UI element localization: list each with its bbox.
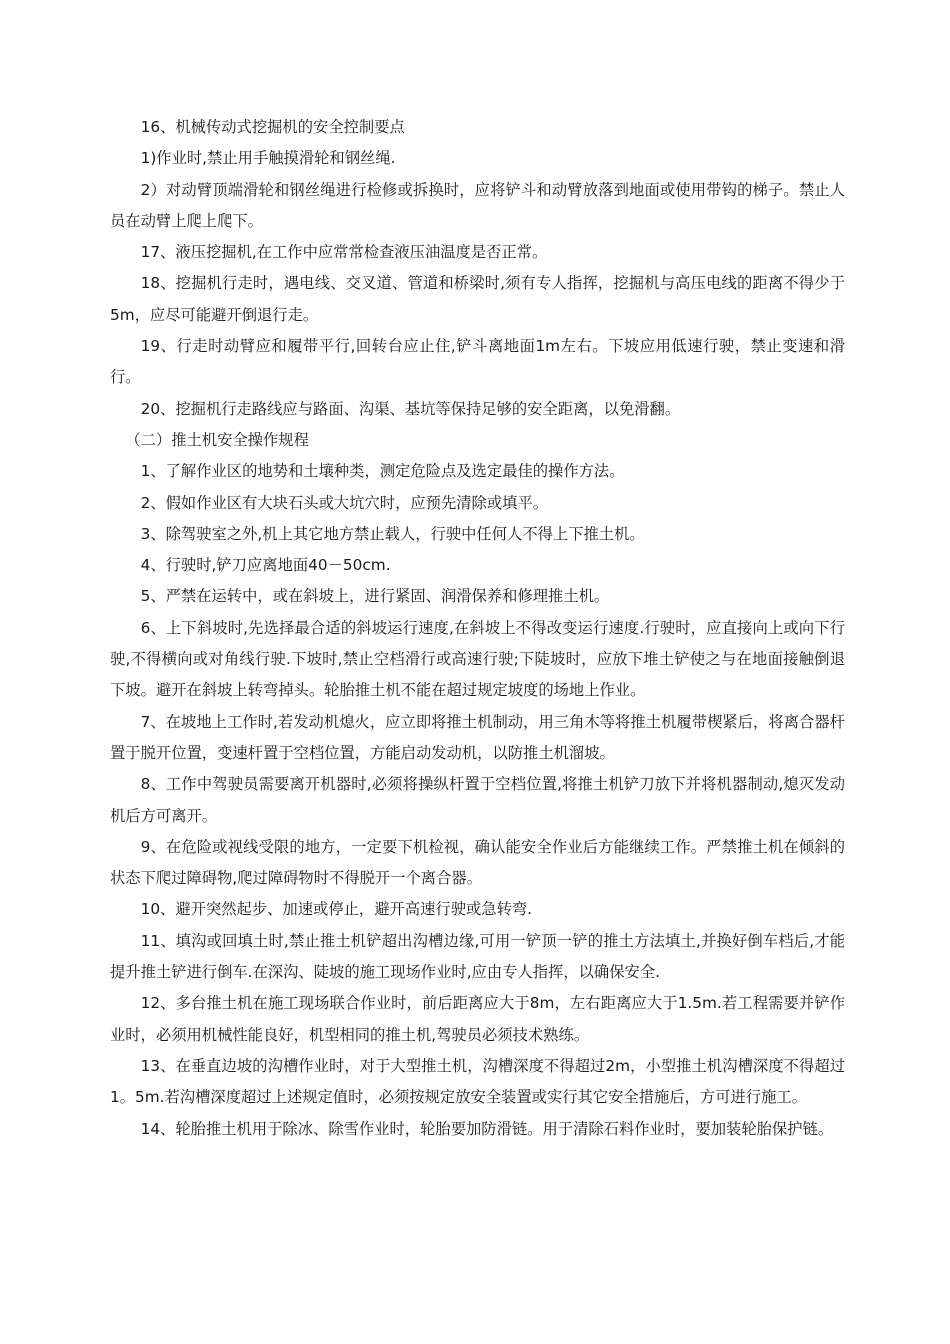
paragraph: 12、多台推土机在施工现场联合作业时，前后距离应大于8m，左右距离应大于1.5m.若工程需要并铲作业时，必须用机械性能良好，机型相同的推土机,驾驶员必须技术熟练。	[110, 994, 845, 1044]
paragraph: 5、严禁在运转中，或在斜坡上，进行紧固、润滑保养和修理推土机。	[140, 587, 610, 606]
paragraph: 1)作业时,禁止用手触摸滑轮和钢丝绳.	[140, 149, 396, 168]
paragraph: 6、上下斜坡时,先选择最合适的斜坡运行速度,在斜坡上不得改变运行速度.行驶时，应直接向上或向下行驶,不得横向或对角线行驶.下坡时,禁止空档滑行或高速行驶;下陡坡时，应放下堆土铲使之与在地面接触倒退下坡。避开在斜坡上转弯掉头。轮胎推土机不能在超过规定坡度的场地上作业。	[110, 618, 845, 700]
document-body	[110, 112, 845, 1145]
section-heading-bulldozer: （二）推土机安全操作规程	[125, 430, 309, 449]
paragraph: 7、在坡地上工作时,若发动机熄火，应立即将推土机制动，用三角木等将推土机履带楔紧后，将离合器杆置于脱开位置，变速杆置于空档位置，方能启动发动机，以防推土机溜坡。	[110, 712, 845, 762]
paragraph: 17、液压挖掘机,在工作中应常常检查液压油温度是否正常。	[140, 243, 548, 262]
paragraph: 20、挖掘机行走路线应与路面、沟渠、基坑等保持足够的安全距离，以免滑翻。	[140, 399, 681, 418]
paragraph: 8、工作中驾驶员需要离开机器时,必须将操纵杆置于空档位置,将推土机铲刀放下并将机器制动,熄灭发动机后方可离开。	[110, 775, 845, 825]
paragraph: 1、了解作业区的地势和土壤种类，测定危险点及选定最佳的操作方法。	[140, 462, 625, 481]
paragraph: 13、在垂直边坡的沟槽作业时，对于大型推土机，沟槽深度不得超过2m，小型推土机沟槽深度不得超过1。5m.若沟槽深度超过上述规定值时，必须按规定放安全装置或实行其它安全措施后，方可进行施工。	[110, 1056, 845, 1107]
paragraph: 10、避开突然起步、加速或停止，避开高速行驶或急转弯.	[140, 900, 533, 919]
paragraph: 2、假如作业区有大块石头或大坑穴时，应预先清除或填平。	[140, 493, 549, 512]
paragraph: 19、行走时动臂应和履带平行,回转台应止住,铲斗离地面1m左右。下坡应用低速行驶，禁止变速和滑行。	[110, 337, 845, 387]
section-title-excavator-mechanical: 16、机械传动式挖掘机的安全控制要点	[140, 118, 405, 136]
paragraph: 14、轮胎推土机用于除冰、除雪作业时，轮胎要加防滑链。用于清除石料作业时，要加装轮胎保护链。	[140, 1119, 834, 1138]
paragraph: 18、挖掘机行走时，遇电线、交叉道、管道和桥梁时,须有专人指挥，挖掘机与高压电线的距离不得少于5m，应尽可能避开倒退行走。	[110, 274, 845, 324]
paragraph: 9、在危险或视线受限的地方，一定要下机检视，确认能安全作业后方能继续工作。严禁推土机在倾斜的状态下爬过障碍物,爬过障碍物时不得脱开一个离合器。	[110, 837, 845, 888]
paragraph: 11、填沟或回填土时,禁止推土机铲超出沟槽边缘,可用一铲顶一铲的推土方法填土,并换好倒车档后,才能提升推土铲进行倒车.在深沟、陡坡的施工现场作业时,应由专人指挥，以确保安全.	[110, 931, 845, 982]
paragraph: 3、除驾驶室之外,机上其它地方禁止载人，行驶中任何人不得上下推土机。	[140, 524, 645, 543]
paragraph: 2）对动臂顶端滑轮和钢丝绳进行检修或拆换时，应将铲斗和动臂放落到地面或使用带钩的梯子。禁止人员在动臂上爬上爬下。	[110, 180, 845, 230]
paragraph: 4、行驶时,铲刀应离地面40－50cm.	[140, 556, 391, 575]
